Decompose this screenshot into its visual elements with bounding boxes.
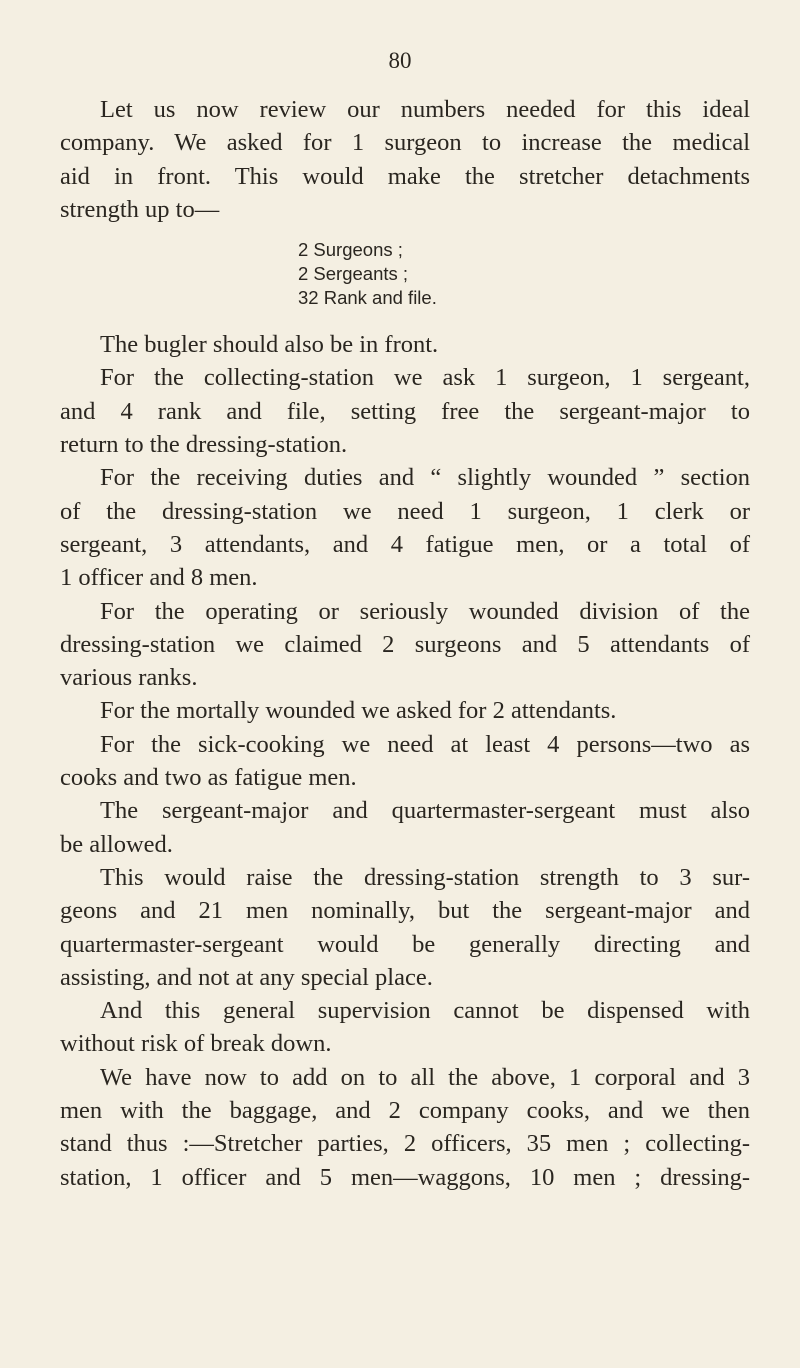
text-line: return to the dressing-station. [60, 431, 348, 459]
text-line: This would raise the dressing-station strength to 3 sur- [100, 863, 750, 891]
text-line: For the operating or seriously wounded division of the [100, 597, 750, 625]
page-number: 80 [388, 48, 412, 73]
text-line: quartermaster-sergeant would be generally directing and [60, 930, 750, 958]
text-line: of the dressing-station we need 1 surgeon, 1 clerk or [60, 497, 750, 525]
text-line: assisting, and not at any special place. [60, 963, 433, 991]
text-line: geons and 21 men nominally, but the sergeant-major and [60, 897, 750, 925]
text-line: aid in front. This would make the stretcher detachments [60, 162, 750, 190]
text-line: 1 officer and 8 men. [60, 564, 258, 592]
list-item: 2 Sergeants ; [298, 263, 409, 285]
text-line: For the receiving duties and “ slightly wounded ” section [100, 464, 750, 492]
strength-list [60, 238, 750, 310]
text-line: stand thus :—Stretcher parties, 2 officers, 35 men ; collecting- [60, 1130, 750, 1158]
text-line: without risk of break down. [60, 1030, 332, 1058]
text-line: and 4 rank and file, setting free the sergeant-major to [60, 397, 750, 425]
text-line: And this general supervision cannot be dispensed with [100, 997, 750, 1025]
paragraph-intro [60, 93, 750, 226]
text-line: The sergeant-major and quartermaster-sergeant must also [100, 797, 750, 825]
text-line: be allowed. [60, 830, 173, 858]
text-line: Let us now review our numbers needed for this ideal [100, 96, 750, 123]
text-line: For the mortally wounded we asked for 2 attendants. [100, 697, 617, 725]
text-line: We have now to add on to all the above, 1 corporal and 3 [100, 1063, 750, 1091]
text-line: station, 1 officer and 5 men—waggons, 10 men ; dressing- [60, 1163, 750, 1191]
text-line: strength up to— [60, 195, 220, 223]
text-line: For the sick-cooking we need at least 4 persons—two as [100, 730, 750, 758]
paragraphs-main [60, 328, 750, 1194]
text-line: various ranks. [60, 664, 198, 692]
text-line: company. We asked for 1 surgeon to increase the medical [60, 129, 750, 157]
body-text [60, 93, 750, 1194]
list-item: 2 Surgeons ; [298, 239, 403, 261]
list-item: 32 Rank and file. [298, 287, 437, 309]
text-line: sergeant, 3 attendants, and 4 fatigue men, or a total of [60, 530, 750, 558]
text-line: dressing-station we claimed 2 surgeons and 5 attendants of [60, 630, 750, 658]
text-line: For the collecting-station we ask 1 surgeon, 1 sergeant, [100, 364, 750, 392]
text-line: cooks and two as fatigue men. [60, 764, 357, 792]
text-line: The bugler should also be in front. [100, 331, 439, 359]
text-line: men with the baggage, and 2 company cooks, and we then [60, 1097, 750, 1125]
